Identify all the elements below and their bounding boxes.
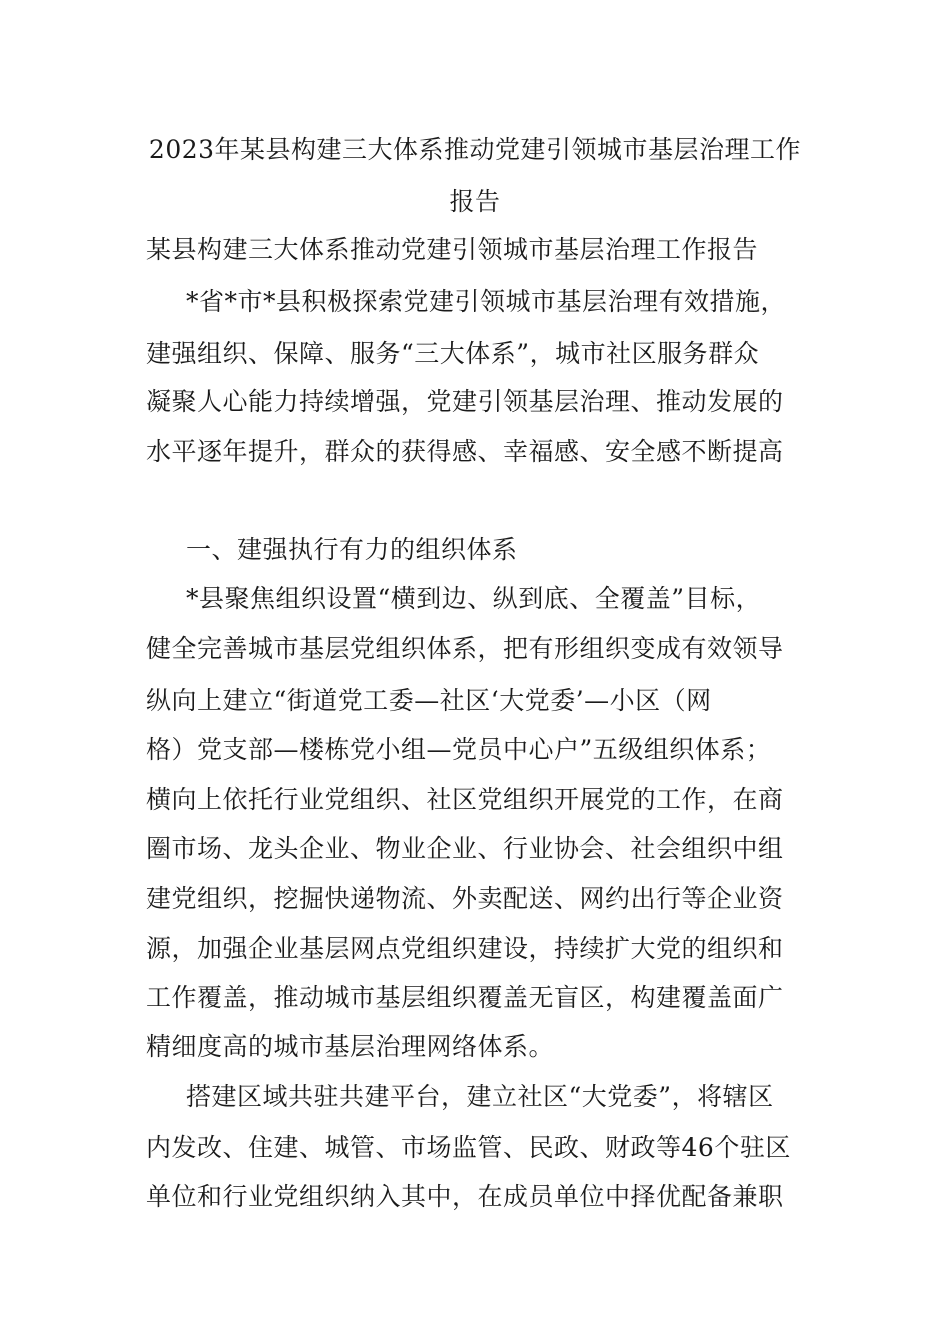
intro-line: 建强组织、保障、服务“三大体系”，城市社区服务群众 [146, 339, 760, 368]
paragraph-line: 纵向上建立“街道党工委—社区‘大党委’—小区（网 [146, 686, 712, 715]
intro-line: 凝聚人心能力持续增强，党建引领基层治理、推动发展的 [146, 387, 784, 416]
paragraph-line: 圈市场、龙头企业、物业企业、行业协会、社会组织中组 [146, 834, 784, 863]
paragraph-line: 单位和行业党组织纳入其中，在成员单位中择优配备兼职 [146, 1182, 784, 1211]
paragraph-line: 健全完善城市基层党组织体系，把有形组织变成有效领导 [146, 634, 784, 663]
document-title-line-2: 报告 [449, 187, 501, 216]
intro-line: *省*市*县积极探索党建引领城市基层治理有效措施， [186, 287, 787, 316]
section-heading: 一、建强执行有力的组织体系 [186, 535, 518, 564]
paragraph-line: 横向上依托行业党组织、社区党组织开展党的工作，在商 [146, 785, 784, 814]
paragraph-line: 工作覆盖，推动城市基层组织覆盖无盲区，构建覆盖面广 [146, 983, 784, 1012]
paragraph-line: 源，加强企业基层网点党组织建设，持续扩大党的组织和 [146, 934, 784, 963]
paragraph-line: 建党组织，挖掘快递物流、外卖配送、网约出行等企业资 [146, 884, 784, 913]
document-title-line-1: 2023年某县构建三大体系推动党建引领城市基层治理工作 [148, 135, 802, 164]
intro-line: 水平逐年提升，群众的获得感、幸福感、安全感不断提高 [146, 437, 784, 466]
document-subtitle: 某县构建三大体系推动党建引领城市基层治理工作报告 [146, 235, 759, 264]
paragraph-line: 精细度高的城市基层治理网络体系。 [146, 1032, 555, 1061]
paragraph-line: 内发改、住建、城管、市场监管、民政、财政等46个驻区 [146, 1133, 791, 1162]
paragraph-line: 搭建区域共驻共建平台，建立社区“大党委”，将辖区 [186, 1082, 774, 1111]
paragraph-line: *县聚焦组织设置“横到边、纵到底、全覆盖”目标， [186, 584, 762, 613]
paragraph-line: 格）党支部—楼栋党小组—党员中心户”五级组织体系； [146, 735, 772, 764]
